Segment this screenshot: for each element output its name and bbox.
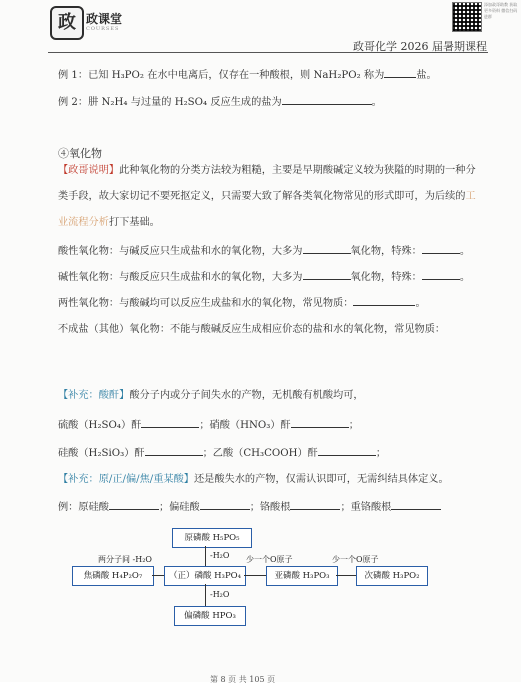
silicic-label: 硅酸（H₂SiO₃）酐: [58, 448, 145, 459]
blank[interactable]: [353, 295, 415, 306]
blank[interactable]: [109, 499, 159, 510]
neutral-oxide-line: [58, 320, 445, 335]
sulfuric-label: 硫酸（H₂SO₄）酐: [58, 420, 142, 431]
amphoteric-text: 两性氧化物：与酸碱均可以反应生成盐和水的氧化物，常见物质：: [58, 298, 354, 309]
header-divider: [48, 52, 488, 53]
blank[interactable]: [141, 417, 199, 428]
arrow-normal-to-meta: [205, 584, 206, 606]
semicolon: ；: [348, 420, 359, 431]
section-title: ④氧化物: [58, 147, 102, 160]
metaphosphoric-box: 偏磷酸 HPO₃: [174, 606, 246, 626]
note-tag: 【政哥说明】: [58, 165, 120, 176]
note-text: 此种氧化物的分类方法较为粗糙，主要是早期酸碱定义较为狭隘的时期的一种分类手段，故大家切记不要死抠定义，只需要大致了解各类氧化物常见的形式即可，为后续的: [58, 165, 476, 202]
anhydride-line-2: [58, 444, 386, 459]
label-dehydrate-bottom: -H₂O: [210, 590, 230, 599]
acid-prefix-note: [58, 470, 449, 485]
example-1: [58, 66, 437, 81]
label-dehydrate-two: 两分子间 -H₂O: [98, 555, 152, 564]
note-paragraph: [58, 158, 478, 236]
acidic-oxide-line: 酸性氧化物：与碱反应只生成盐和水的氧化物，大多为 氧化物，特殊： 。: [58, 242, 470, 257]
nitric-label: ；硝酸（HNO₃）酐: [199, 420, 291, 431]
brand-subtitle: COURSES: [86, 26, 120, 32]
blank[interactable]: [303, 243, 351, 254]
acid-prefix-example: [58, 498, 441, 513]
blank[interactable]: [303, 269, 351, 280]
acidic-mid: 氧化物，特殊：: [350, 246, 422, 257]
basic-oxide-line: 碱性氧化物：与酸反应只生成盐和水的氧化物，大多为 氧化物，特殊： 。: [58, 268, 470, 283]
anhydride-intro: [58, 386, 364, 401]
blank[interactable]: [384, 67, 416, 78]
acidic-text: 酸性氧化物：与碱反应只生成盐和水的氧化物，大多为: [58, 246, 303, 257]
phosphorous-acid-box: 亚磷酸 H₃PO₃: [266, 566, 338, 586]
arrow-normal-to-phosphorous: [244, 575, 266, 576]
blank[interactable]: [290, 499, 340, 510]
acetic-label: ；乙酸（CH₃COOH）酐: [202, 448, 318, 459]
example-1-end: 盐。: [416, 70, 437, 81]
note-text-end: 打下基础。: [108, 217, 160, 228]
chromate-label: ；铬酸根: [249, 502, 291, 513]
example-2-text: 例 2：肼 N₂H₄ 与过量的 H₂SO₄ 反应生成的盐为: [58, 97, 282, 108]
label-less-oxygen-2: 少一个O原子: [332, 555, 379, 564]
blank[interactable]: [422, 269, 460, 280]
acid-prefix-text: 还是酸失水的产物，仅需认识即可，无需纠结具体定义。: [193, 474, 449, 485]
blank[interactable]: [422, 243, 460, 254]
phosphoric-acid-box: （正）磷酸 H₃PO₄: [164, 566, 246, 586]
basic-mid: 氧化物，特殊：: [350, 272, 422, 283]
blank[interactable]: [145, 445, 203, 456]
arrow-phosphorous-to-hypo: [336, 575, 356, 576]
semicolon: ；: [375, 448, 387, 459]
anhydride-text: 酸分子内或分子间失水的产物，无机酸有机酸均可，: [129, 390, 364, 401]
brand-name: 政课堂: [86, 12, 123, 26]
blank[interactable]: [200, 499, 250, 510]
acid-prefix-tag: 【补充：原/正/偏/焦/重某酸】: [58, 474, 194, 485]
ortho-phosphoric-box: 原磷酸 H₅PO₅: [172, 528, 252, 548]
example-1-text: 例 1：已知 H₃PO₂ 在水中电离后，仅存在一种酸根，则 NaH₂PO₂ 称为: [58, 70, 385, 81]
label-dehydrate-top: -H₂O: [210, 551, 230, 560]
metasilicic-label: ；偏硅酸: [158, 502, 200, 513]
pyrophosphoric-box: 焦磷酸 H₄P₂O₇: [72, 566, 154, 586]
hypophosphorous-box: 次磷酸 H₃PO₂: [356, 566, 428, 586]
anhydride-tag: 【补充：酸酐】: [58, 390, 130, 401]
arrow-ortho-to-normal: [205, 546, 206, 566]
note-highlight: 工业流程分析: [58, 191, 476, 228]
label-less-oxygen-1: 少一个O原子: [246, 555, 293, 564]
qr-code: [452, 2, 482, 32]
example-2: 例 2：肼 N₂H₄ 与过量的 H₂SO₄ 反应生成的盐为 。: [58, 93, 382, 108]
blank[interactable]: [391, 499, 441, 510]
neutral-text: 不成盐（其他）氧化物：不能与酸碱反应生成相应价态的盐和水的氧化物，常见物质：: [58, 324, 446, 335]
page-number: 第 8 页 共 105 页: [210, 675, 276, 684]
qr-caption: 添加政哥助教 获取更多资料 微信扫码进群: [484, 2, 518, 19]
arrow-normal-to-pyro: [152, 575, 164, 576]
dichromate-label: ；重铬酸根: [340, 502, 392, 513]
course-title: 政哥化学 2026 届暑期课程: [353, 40, 487, 53]
blank[interactable]: [291, 417, 349, 428]
blank[interactable]: [282, 94, 372, 105]
basic-text: 碱性氧化物：与酸反应只生成盐和水的氧化物，大多为: [58, 272, 303, 283]
blank[interactable]: [318, 445, 376, 456]
orthosilicic-label: 例：原硅酸: [58, 502, 109, 513]
amphoteric-oxide-line: 两性氧化物：与酸碱均可以反应生成盐和水的氧化物，常见物质： 。: [58, 294, 426, 309]
anhydride-line-1: [58, 416, 359, 431]
logo: 政: [50, 6, 84, 40]
